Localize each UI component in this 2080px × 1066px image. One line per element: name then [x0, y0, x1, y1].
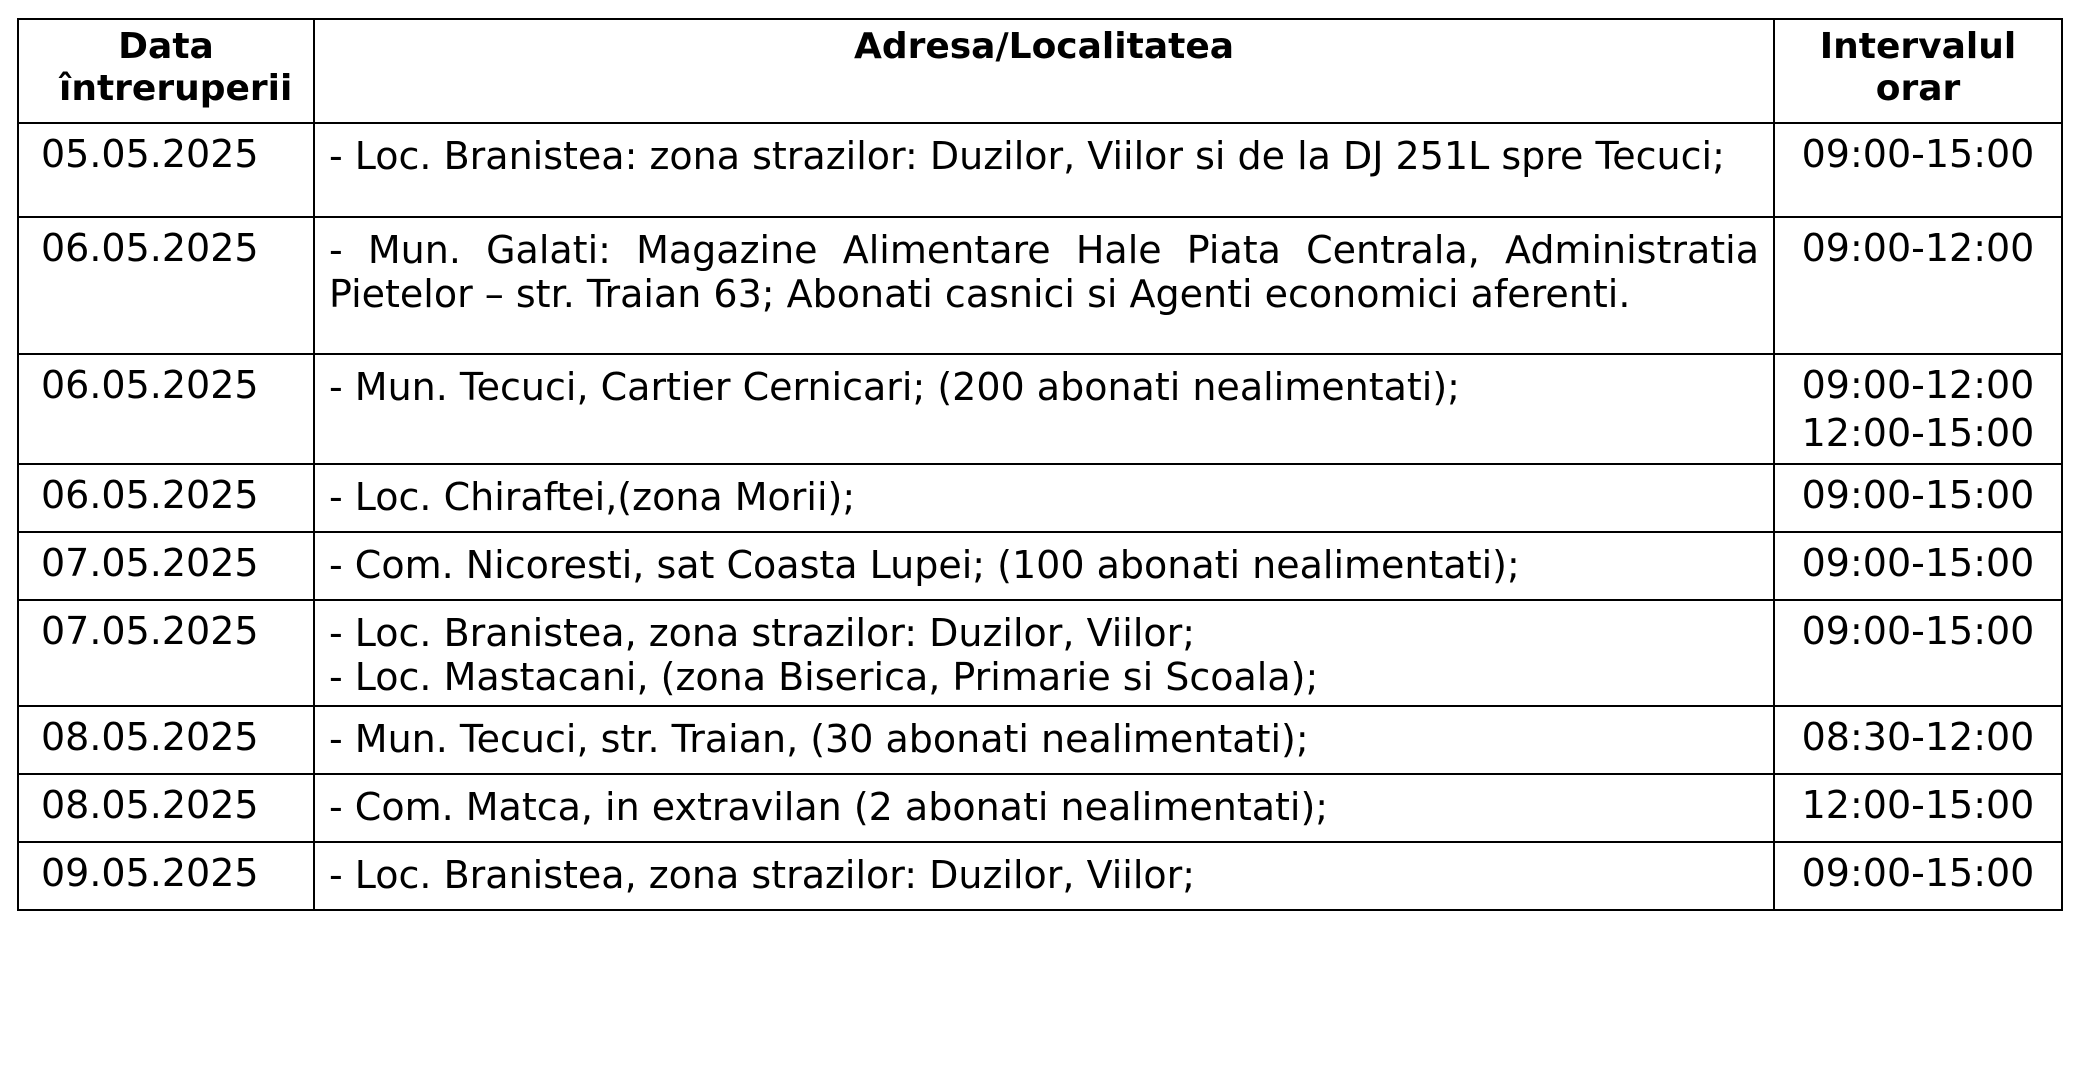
outage-date: 07.05.2025: [18, 532, 314, 600]
table-row: [18, 532, 2062, 600]
address-line: - Mun. Tecuci, str. Traian, (30 abonati nealimentati);: [329, 717, 1309, 761]
outage-address: [314, 464, 1774, 532]
interval-line: 09:00-15:00: [1801, 473, 2035, 517]
address-line: - Mun. Tecuci, Cartier Cernicari; (200 abonati nealimentati);: [329, 365, 1460, 409]
table-row: [18, 464, 2062, 532]
outage-date: 09.05.2025: [18, 842, 314, 910]
table-body: [18, 123, 2062, 910]
header-date: Data întreruperii: [18, 19, 314, 123]
table-header: [18, 19, 2062, 123]
interval-line: 09:00-15:00: [1801, 851, 2035, 895]
outage-address: [314, 774, 1774, 842]
address-line: - Com. Nicoresti, sat Coasta Lupei; (100 abonati nealimentati);: [329, 543, 1520, 587]
outage-date: 08.05.2025: [18, 774, 314, 842]
outage-interval: [1774, 217, 2062, 354]
outage-address: [314, 842, 1774, 910]
header-interval: Intervalul orar: [1774, 19, 2062, 123]
outage-interval: [1774, 600, 2062, 706]
outage-address: [314, 217, 1774, 354]
address-line: - Loc. Chiraftei,(zona Morii);: [329, 475, 856, 519]
outage-interval: [1774, 706, 2062, 774]
outage-date: 07.05.2025: [18, 600, 314, 706]
outage-date: 08.05.2025: [18, 706, 314, 774]
table-row: [18, 706, 2062, 774]
table-row: [18, 354, 2062, 464]
address-line: - Mun. Galati: Magazine Alimentare Hale Piata Centrala, Administratia Pietelor – str. Traian 63; Abonati casnici si Agenti economici aferenti.: [329, 228, 1759, 316]
outage-interval: [1774, 354, 2062, 464]
outage-date: 06.05.2025: [18, 217, 314, 354]
header-row: [18, 19, 2062, 123]
address-line: - Com. Matca, in extravilan (2 abonati nealimentati);: [329, 785, 1329, 829]
address-line: - Loc. Mastacani, (zona Biserica, Primarie si Scoala);: [329, 655, 1319, 699]
address-line: - Loc. Branistea, zona strazilor: Duzilor, Viilor;: [329, 853, 1196, 897]
outage-address: [314, 532, 1774, 600]
table-row: [18, 123, 2062, 217]
outage-interval: [1774, 464, 2062, 532]
interval-line: 09:00-12:00: [1801, 363, 2035, 407]
interval-line: 08:30-12:00: [1801, 715, 2035, 759]
outage-interval: [1774, 123, 2062, 217]
outage-schedule-table: [17, 18, 2063, 911]
interval-line: 12:00-15:00: [1801, 411, 2035, 455]
interval-line: 09:00-15:00: [1801, 541, 2035, 585]
address-line: - Loc. Branistea, zona strazilor: Duzilor, Viilor;: [329, 611, 1196, 655]
outage-date: 06.05.2025: [18, 464, 314, 532]
address-line: - Loc. Branistea: zona strazilor: Duzilor, Viilor si de la DJ 251L spre Tecuci;: [329, 134, 1725, 178]
outage-date: 05.05.2025: [18, 123, 314, 217]
outage-schedule: [17, 18, 2061, 911]
outage-interval: [1774, 774, 2062, 842]
outage-date: 06.05.2025: [18, 354, 314, 464]
table-row: [18, 774, 2062, 842]
header-address: Adresa/Localitatea: [314, 19, 1774, 123]
outage-address: [314, 354, 1774, 464]
outage-interval: [1774, 532, 2062, 600]
interval-line: 09:00-15:00: [1801, 132, 2035, 176]
table-row: [18, 842, 2062, 910]
interval-line: 12:00-15:00: [1801, 783, 2035, 827]
outage-address: [314, 600, 1774, 706]
outage-address: [314, 123, 1774, 217]
interval-line: 09:00-12:00: [1801, 226, 2035, 270]
table-row: [18, 217, 2062, 354]
outage-interval: [1774, 842, 2062, 910]
outage-address: [314, 706, 1774, 774]
table-row: [18, 600, 2062, 706]
interval-line: 09:00-15:00: [1801, 609, 2035, 653]
